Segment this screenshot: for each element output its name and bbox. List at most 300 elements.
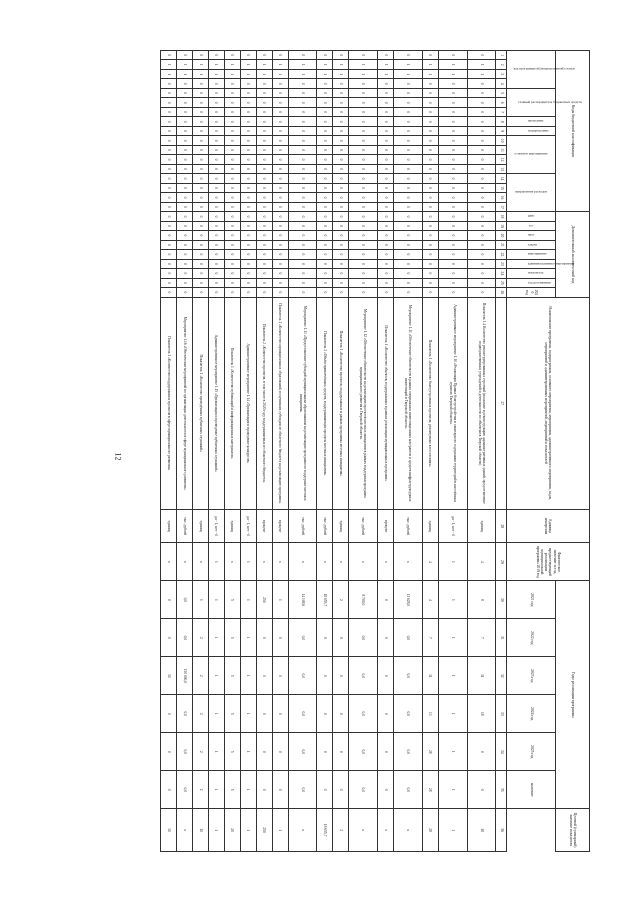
value-2021-cell: 0 — [256, 619, 272, 657]
code-cell: 0 — [378, 212, 394, 221]
code-cell: 0 — [378, 136, 394, 145]
code-cell: 0 — [240, 259, 256, 268]
column-number: 30 — [496, 581, 507, 619]
code-cell: 0 — [288, 51, 317, 60]
code-cell: 0 — [161, 51, 177, 60]
column-number: 18 — [496, 212, 507, 221]
value-2020-cell: 1 — [208, 581, 224, 619]
code-cell: 0 — [177, 269, 193, 278]
code-cell: 0 — [256, 269, 272, 278]
code-cell: 0 — [422, 250, 438, 259]
value-2020-cell: 18 655,7 — [317, 581, 333, 619]
code-cell: 0 — [208, 278, 224, 287]
year-2022-header: 2022 год — [507, 619, 556, 657]
unit-cell: единиц — [224, 509, 240, 543]
column-number: 22 — [496, 250, 507, 259]
code-cell: 0 — [272, 231, 288, 240]
code-cell: 1 — [394, 60, 423, 69]
actual-value-cell: 1 — [438, 543, 467, 581]
value-2024-cell: 0 — [378, 733, 394, 771]
value-2023-cell: 0 — [378, 695, 394, 733]
code-cell: 0 — [467, 193, 496, 202]
code-cell: 1 — [208, 60, 224, 69]
code-cell: 0 — [192, 250, 208, 259]
code-cell: 0 — [192, 259, 208, 268]
code-cell: 0 — [422, 278, 438, 287]
code-cell: 0 — [467, 79, 496, 88]
unit-cell: да - 1, нет - 0 — [240, 509, 256, 543]
actual-value-cell: х — [394, 543, 423, 581]
code-cell: 0 — [394, 164, 423, 173]
code-cell: 0 — [177, 107, 193, 116]
code-cell: 0 — [288, 79, 317, 88]
code-cell: 0 — [208, 174, 224, 183]
code-cell: 0 — [467, 51, 496, 60]
table-row — [272, 51, 288, 852]
code-cell: 1 — [272, 60, 288, 69]
code-cell: 0 — [208, 240, 224, 249]
unit-cell: процент — [256, 509, 272, 543]
code-cell: 0 — [378, 259, 394, 268]
code-cell: 1 — [349, 69, 378, 78]
code-cell: 0 — [288, 221, 317, 230]
code-cell: 0 — [161, 164, 177, 173]
code-cell: 0 — [349, 240, 378, 249]
value-2025-cell: 5 — [224, 771, 240, 809]
code-cell: 0 — [349, 155, 378, 164]
code-cell: 0 — [422, 231, 438, 240]
code-cell: 0 — [438, 221, 467, 230]
value-2023-cell: 0 — [333, 695, 349, 733]
code-cell: 0 — [333, 278, 349, 287]
code-cell: 0 — [240, 88, 256, 97]
code-cell: 0 — [192, 126, 208, 135]
target-value-cell: 18 655,7 — [317, 809, 333, 852]
code-cell: 0 — [208, 193, 224, 202]
value-2021-cell: 0 — [378, 619, 394, 657]
code-cell: 0 — [333, 126, 349, 135]
code-cell: 0 — [333, 259, 349, 268]
code-cell: 0 — [349, 231, 378, 240]
code-cell: 0 — [467, 88, 496, 97]
table-row — [422, 51, 438, 852]
sub-header-gos: гос — [507, 221, 556, 230]
code-cell: 0 — [192, 269, 208, 278]
code-cell: 0 — [272, 288, 288, 298]
code-cell: 0 — [161, 221, 177, 230]
code-cell: 0 — [161, 107, 177, 116]
code-cell: 0 — [317, 202, 333, 211]
code-cell: 1 — [240, 69, 256, 78]
code-cell: 0 — [224, 51, 240, 60]
code-cell: 0 — [272, 193, 288, 202]
value-2022-cell: 0 — [272, 657, 288, 695]
value-2020-cell: 0 — [378, 581, 394, 619]
code-cell: 1 — [192, 69, 208, 78]
value-2024-cell: 0 — [256, 733, 272, 771]
code-cell: 0 — [256, 136, 272, 145]
target-value-cell: 20 — [224, 809, 240, 852]
code-cell: 0 — [394, 174, 423, 183]
code-cell: 0 — [422, 259, 438, 268]
unit-cell: тыс. рублей — [288, 509, 317, 543]
code-cell: 0 — [240, 98, 256, 107]
table-row — [349, 51, 378, 852]
code-cell: 0 — [317, 231, 333, 240]
code-cell: 0 — [272, 221, 288, 230]
code-cell: 0 — [272, 117, 288, 126]
direction-header: направление расходов — [507, 174, 556, 212]
code-cell: 0 — [349, 193, 378, 202]
code-cell: 0 — [333, 288, 349, 298]
code-cell: 0 — [192, 174, 208, 183]
target-value-cell: х — [177, 809, 193, 852]
value-2020-cell: 8 700,0 — [349, 581, 378, 619]
value-2022-cell: 1 — [240, 657, 256, 695]
code-cell: 0 — [394, 51, 423, 60]
code-cell: 0 — [256, 193, 272, 202]
value-2023-cell: 2 — [192, 695, 208, 733]
sub-header-year-reached: год достижения — [507, 278, 556, 287]
code-cell: 0 — [422, 107, 438, 116]
target-value-cell: х — [288, 809, 317, 852]
column-number: 34 — [496, 733, 507, 771]
table-row — [467, 51, 496, 852]
code-cell: 0 — [317, 174, 333, 183]
code-cell: 0 — [288, 183, 317, 192]
code-cell: 0 — [288, 240, 317, 249]
code-cell: 0 — [438, 193, 467, 202]
code-cell: 0 — [438, 126, 467, 135]
actual-value-cell: 1 — [208, 543, 224, 581]
code-cell: 0 — [208, 164, 224, 173]
code-cell: 0 — [256, 221, 272, 230]
code-cell: 0 — [394, 240, 423, 249]
column-number: 4 — [496, 79, 507, 88]
code-cell: 0 — [467, 98, 496, 107]
code-cell: 0 — [224, 98, 240, 107]
column-number: 8 — [496, 117, 507, 126]
years-group-header: Годы реализации программы — [556, 581, 590, 809]
value-2025-cell: 0,0 — [288, 771, 317, 809]
code-cell: 0 — [333, 51, 349, 60]
code-cell: 0 — [192, 88, 208, 97]
value-2023-cell: 1 — [208, 695, 224, 733]
sub-header-prog: прог — [507, 231, 556, 240]
code-cell: 0 — [333, 145, 349, 154]
code-cell: 0 — [161, 240, 177, 249]
code-cell: 0 — [394, 136, 423, 145]
code-cell: 0 — [256, 174, 272, 183]
actual-value-cell: х — [272, 543, 288, 581]
program-indicators-table — [160, 50, 590, 852]
code-cell: 1 — [467, 60, 496, 69]
code-cell: 0 — [317, 288, 333, 298]
table-row — [161, 51, 177, 852]
code-cell: 0 — [240, 145, 256, 154]
value-2023-cell: 0,0 — [349, 695, 378, 733]
code-cell: 0 — [177, 145, 193, 154]
code-cell: 0 — [177, 88, 193, 97]
code-cell: 0 — [177, 221, 193, 230]
code-cell: 0 — [317, 240, 333, 249]
value-2021-cell: 1 — [240, 619, 256, 657]
code-cell: 0 — [394, 155, 423, 164]
code-cell: 0 — [378, 231, 394, 240]
code-cell: 0 — [317, 126, 333, 135]
code-cell: 0 — [177, 202, 193, 211]
code-cell: 0 — [317, 98, 333, 107]
table-row — [240, 51, 256, 852]
code-cell: 0 — [224, 183, 240, 192]
code-cell: 0 — [317, 164, 333, 173]
code-cell: 0 — [272, 278, 288, 287]
code-cell: 0 — [422, 155, 438, 164]
code-cell: 0 — [467, 221, 496, 230]
column-number: 20 — [496, 231, 507, 240]
code-cell: 0 — [317, 117, 333, 126]
additional-code-header: Дополнительный аналитический код — [556, 212, 590, 297]
code-cell: 0 — [288, 145, 317, 154]
code-cell: 0 — [240, 79, 256, 88]
code-cell: 0 — [378, 221, 394, 230]
code-cell: 0 — [208, 98, 224, 107]
unit-cell: процент — [272, 509, 288, 543]
code-cell: 0 — [224, 174, 240, 183]
value-2021-cell: 5 — [224, 619, 240, 657]
column-number: 25 — [496, 278, 507, 287]
code-cell: 1 — [256, 60, 272, 69]
code-cell: 0 — [288, 98, 317, 107]
code-cell: 1 — [317, 69, 333, 78]
code-cell: 0 — [288, 231, 317, 240]
code-cell: 0 — [224, 288, 240, 298]
unit-cell: процент — [378, 509, 394, 543]
column-number: 26 — [496, 288, 507, 298]
code-cell: 0 — [240, 51, 256, 60]
value-2024-cell: 0,0 — [349, 733, 378, 771]
code-cell: 0 — [438, 51, 467, 60]
code-cell: 0 — [422, 88, 438, 97]
target-value-cell: 18 — [467, 809, 496, 852]
code-cell: 0 — [438, 145, 467, 154]
code-cell: 0 — [317, 51, 333, 60]
code-cell: 0 — [349, 88, 378, 97]
value-2025-cell: 1 — [438, 771, 467, 809]
code-cell: 0 — [208, 250, 224, 259]
code-cell: 0 — [256, 231, 272, 240]
code-cell: 0 — [272, 136, 288, 145]
code-cell: 1 — [192, 60, 208, 69]
code-cell: 0 — [378, 164, 394, 173]
column-number: 29 — [496, 543, 507, 581]
code-cell: 0 — [161, 193, 177, 202]
value-2020-cell: 0 — [161, 581, 177, 619]
code-cell: 0 — [240, 155, 256, 164]
code-cell: 0 — [192, 164, 208, 173]
code-cell: 0 — [177, 288, 193, 298]
column-number: 17 — [496, 202, 507, 211]
code-cell: 0 — [438, 107, 467, 116]
value-2023-cell: 0,0 — [288, 695, 317, 733]
value-2025-cell: 0 — [467, 771, 496, 809]
sub-header-task: задача — [507, 240, 556, 249]
code-cell: 1 — [394, 69, 423, 78]
code-cell: 0 — [394, 107, 423, 116]
description-cell: Административное мероприятие 1.15 «Организация и проведение публичных слушаний» — [208, 297, 224, 509]
code-cell: 0 — [256, 250, 272, 259]
code-cell: 0 — [467, 269, 496, 278]
code-cell: 0 — [177, 193, 193, 202]
code-cell: 0 — [240, 202, 256, 211]
code-cell: 0 — [240, 288, 256, 298]
code-cell: 0 — [438, 88, 467, 97]
code-cell: 0 — [240, 240, 256, 249]
code-cell: 0 — [317, 221, 333, 230]
code-cell: 0 — [272, 164, 288, 173]
value-2025-cell: 1 — [240, 771, 256, 809]
actual-value-cell: х — [256, 543, 272, 581]
code-cell: 0 — [208, 202, 224, 211]
code-cell: 0 — [317, 155, 333, 164]
code-cell: 0 — [333, 155, 349, 164]
code-cell: 0 — [224, 88, 240, 97]
code-cell: 0 — [256, 98, 272, 107]
code-cell: 0 — [192, 155, 208, 164]
code-cell: 0 — [349, 212, 378, 221]
year-2024-header: 2024 год — [507, 695, 556, 733]
value-2022-cell: 1 — [208, 657, 224, 695]
code-cell: 0 — [467, 202, 496, 211]
code-cell: 0 — [378, 79, 394, 88]
code-cell: 1 — [317, 60, 333, 69]
header-row-1 — [556, 51, 590, 852]
actual-value-cell: 1 — [240, 543, 256, 581]
code-cell: 1 — [161, 69, 177, 78]
code-cell: 0 — [272, 212, 288, 221]
code-cell: 0 — [161, 202, 177, 211]
code-cell: 1 — [333, 60, 349, 69]
value-2021-cell: 0 — [317, 619, 333, 657]
column-number: 12 — [496, 155, 507, 164]
code-cell: 0 — [272, 259, 288, 268]
code-cell: 0 — [317, 183, 333, 192]
code-cell: 0 — [438, 136, 467, 145]
code-cell: 0 — [192, 98, 208, 107]
value-2022-cell: 1 — [438, 657, 467, 695]
code-cell: 0 — [378, 193, 394, 202]
code-cell: 0 — [288, 117, 317, 126]
table-row — [224, 51, 240, 852]
code-cell: 1 — [256, 69, 272, 78]
code-cell: 0 — [192, 117, 208, 126]
code-cell: 0 — [208, 183, 224, 192]
column-number: 14 — [496, 174, 507, 183]
code-cell: 0 — [378, 107, 394, 116]
code-cell: 0 — [177, 174, 193, 183]
code-cell: 0 — [161, 174, 177, 183]
code-cell: 0 — [224, 79, 240, 88]
code-cell: 0 — [378, 202, 394, 211]
code-cell: 0 — [438, 231, 467, 240]
code-cell: 0 — [422, 221, 438, 230]
code-cell: 0 — [288, 278, 317, 287]
code-cell: 0 — [333, 231, 349, 240]
code-cell: 0 — [438, 155, 467, 164]
code-cell: 0 — [192, 231, 208, 240]
code-cell: 0 — [240, 126, 256, 135]
unit-cell: тыс. рублей — [317, 509, 333, 543]
code-cell: 0 — [317, 107, 333, 116]
value-2023-cell: 0,0 — [394, 695, 423, 733]
code-cell: 0 — [438, 278, 467, 287]
value-2022-cell: 11 — [422, 657, 438, 695]
program-header: программа — [507, 117, 556, 126]
code-cell: 0 — [161, 98, 177, 107]
code-cell: 0 — [333, 202, 349, 211]
code-cell: 0 — [256, 288, 272, 298]
description-cell: Мероприятие 1.12 «Обеспечение обязательств на реализацию проектов местных инициатив в рамках поддержки программ муниципального развития в Тверской области» — [349, 297, 378, 509]
code-cell: 0 — [394, 259, 423, 268]
code-cell: 0 — [394, 288, 423, 298]
code-cell: 0 — [333, 107, 349, 116]
code-cell: 0 — [288, 174, 317, 183]
actual-value-cell: х — [224, 543, 240, 581]
code-cell: 1 — [438, 69, 467, 78]
column-number: 2 — [496, 60, 507, 69]
code-cell: 0 — [288, 126, 317, 135]
description-cell: Административное мероприятие 1.10 «Реализация Правил благоустройства и санитарного содержания территорий в населённых пунктах Тверской области» — [438, 297, 467, 509]
value-2025-cell: 2 — [192, 771, 208, 809]
table-row — [192, 51, 208, 852]
column-number: 9 — [496, 126, 507, 135]
code-cell: 0 — [256, 240, 272, 249]
code-cell: 0 — [467, 164, 496, 173]
code-cell: 0 — [422, 183, 438, 192]
unit-cell: тыс. рублей — [349, 509, 378, 543]
code-cell: 0 — [161, 259, 177, 268]
column-number: 27 — [496, 297, 507, 509]
code-cell: 0 — [240, 136, 256, 145]
code-cell: 1 — [208, 69, 224, 78]
code-cell: 0 — [288, 269, 317, 278]
value-2024-cell: 0 — [467, 733, 496, 771]
value-2025-cell: 0 — [333, 771, 349, 809]
code-cell: 0 — [256, 155, 272, 164]
value-2020-cell: 11 628,0 — [394, 581, 423, 619]
code-cell: 0 — [272, 250, 288, 259]
code-cell: 0 — [438, 98, 467, 107]
code-cell: 0 — [333, 79, 349, 88]
code-cell: 1 — [224, 69, 240, 78]
value-2020-cell: 8 — [467, 581, 496, 619]
code-cell: 0 — [349, 126, 378, 135]
code-cell: 0 — [224, 136, 240, 145]
code-cell: 0 — [224, 212, 240, 221]
value-2024-cell: 0 — [317, 733, 333, 771]
target-value-cell: 10 — [192, 809, 208, 852]
year-2021-header: 2021 год — [507, 581, 556, 619]
code-cell: 0 — [272, 88, 288, 97]
code-cell: 0 — [394, 269, 423, 278]
code-cell: 0 — [224, 193, 240, 202]
description-cell: Показатель 1 «Количество проектов, поддержанных в рамках программы местных инициатив» — [333, 297, 349, 509]
unit-cell: единиц — [333, 509, 349, 543]
unit-cell: единиц — [422, 509, 438, 543]
code-cell: 0 — [333, 164, 349, 173]
code-cell: 0 — [224, 250, 240, 259]
code-cell: 1 — [422, 60, 438, 69]
